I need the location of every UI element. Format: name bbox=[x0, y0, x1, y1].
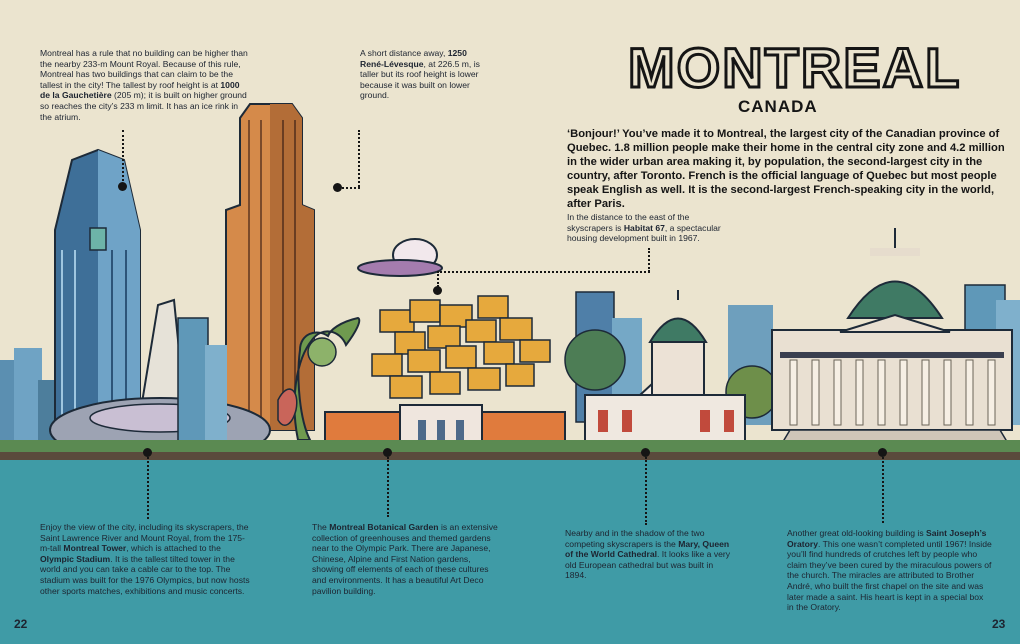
page-number-right: 23 bbox=[992, 617, 1006, 631]
leader-line bbox=[358, 130, 360, 187]
tree bbox=[565, 330, 625, 390]
caption-gauchetiere: Montreal has a rule that no building can be higher than the nearby 233-m Mount Royal. Because of this rule, Montreal has two buildings that can claim to be the tallest in the city! The tallest by roof height is at 1000 de la Gauchetière (205 m); it is built on higher ground so reaches the city’s 233 m limit. It has an ice rink in the atrium. bbox=[40, 48, 248, 122]
background-tower bbox=[178, 318, 208, 448]
leader-line bbox=[437, 271, 650, 273]
leader-line bbox=[147, 457, 149, 519]
leader-line bbox=[645, 457, 647, 525]
leader-line bbox=[387, 457, 389, 517]
caption-habitat-67: In the distance to the east of the skyscrapers is Habitat 67, a spectacular housing development built in 1967. bbox=[567, 212, 721, 244]
rene-levesque-tower bbox=[226, 104, 314, 430]
caption-montreal-tower: Enjoy the view of the city, including its skyscrapers, the Saint Lawrence River and Mount Royal, from the 175-m-tall Montreal Tower, which is attached to the Olympic Stadium. It is the tallest tilted tower in the world and you can take a cable car to the top. The stadium was built for the 1976 Olympics, but now hosts other sports matches, exhibitions and music concerts. bbox=[40, 522, 250, 596]
pointer-dot bbox=[433, 286, 442, 295]
leader-line bbox=[122, 130, 124, 185]
leader-line bbox=[437, 271, 439, 287]
leader-line bbox=[648, 248, 650, 272]
caption-rene-levesque: A short distance away, 1250 René-Lévesque, at 226.5 m, is taller but its roof height is lower because it was built on lower ground. bbox=[360, 48, 480, 101]
background-tower bbox=[14, 348, 42, 455]
intro-paragraph: ‘Bonjour!’ You’ve made it to Montreal, the largest city of the Canadian province of Quebec. 1.8 million people make their home in the central city zone and 4.2 million in the wider urban area making it, by population, the second-largest city in the country, after Toronto. French is the official language of Quebec but most people speak English as well. It is the second-largest French-speaking city in the world, after Paris. bbox=[567, 128, 1005, 210]
cloud-decoration bbox=[358, 239, 442, 276]
page-number-left: 22 bbox=[14, 617, 28, 631]
caption-oratory: Another great old-looking building is Saint Joseph’s Oratory. This one wasn’t completed until 1967! Inside you’ll find hundreds of crutches left by people who claim they’ve been cured by the miraculous powers of the church. The miracles are attributed to Brother André, who built the first chapel on the site and was later made a saint. His heart is kept in a special box in the Oratory. bbox=[787, 528, 992, 613]
background-tower bbox=[205, 345, 227, 445]
caption-botanical-garden: The Montreal Botanical Garden is an extensive collection of greenhouses and themed gardens near to the Olympic Park. There are Japanese, Chinese, Alpine and First Nation gardens, showing off elements of each of these cultures and environments. It has a beautiful Art Deco pavilion building. bbox=[312, 522, 498, 596]
gauchetiere-tower bbox=[55, 150, 140, 420]
caption-cathedral: Nearby and in the shadow of the two competing skyscrapers is the Mary, Queen of the World Cathedral. It looks like a very old European cathedral but was built in 1894. bbox=[565, 528, 731, 581]
habitat-67 bbox=[372, 296, 550, 398]
pointer-dot bbox=[118, 182, 127, 191]
saint-josephs-oratory bbox=[772, 228, 1015, 455]
leader-line bbox=[882, 457, 884, 523]
pointer-dot bbox=[641, 448, 650, 457]
pointer-dot bbox=[383, 448, 392, 457]
pointer-dot bbox=[878, 448, 887, 457]
page-title: MONTREAL bbox=[628, 36, 962, 99]
pointer-dot bbox=[333, 183, 342, 192]
pointer-dot bbox=[143, 448, 152, 457]
page-subtitle: CANADA bbox=[738, 97, 818, 116]
